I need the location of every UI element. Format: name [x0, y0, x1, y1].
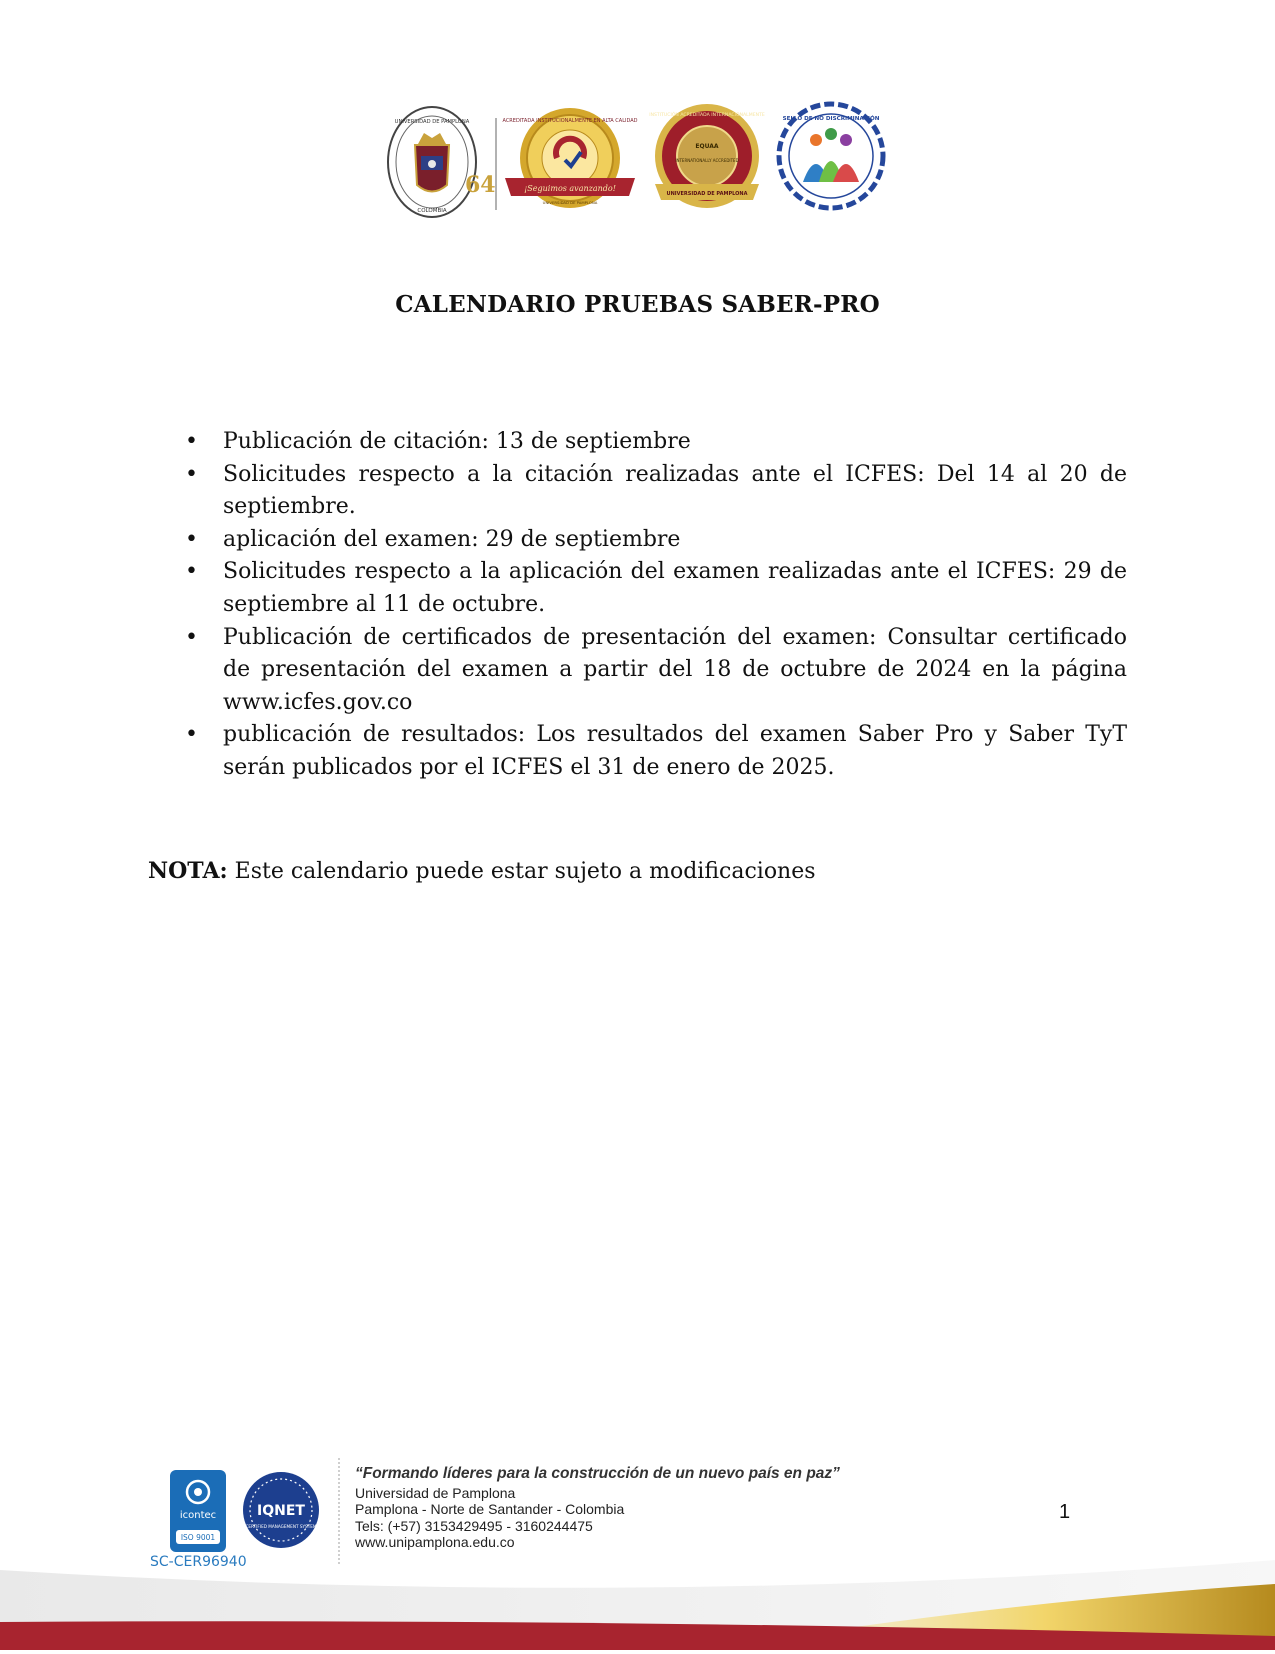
list-item: • Publicación de certificados de presentación del examen: Consultar certificado de presentación del examen a partir del 18 de octubre de 2024 en la página www.icfes.gov.co — [182, 622, 1127, 720]
accreditation-seal-logo — [502, 108, 637, 208]
header-logos — [385, 100, 890, 225]
nodiscrim-ring-text: SELLO DE NO DISCRIMINACIÓN — [782, 116, 880, 122]
footer-phones: Tels: (+57) 3153429495 - 3160244475 — [355, 1517, 593, 1534]
university-seal-logo — [388, 107, 496, 217]
footer-contact — [355, 1466, 840, 1551]
note-text: Este calendario puede estar sujeto a modificaciones — [227, 859, 816, 884]
anniversary-number: 64 — [465, 172, 496, 198]
list-item: • aplicación del examen: 29 de septiembre — [182, 524, 1127, 557]
accreditation-ribbon-text: ¡Seguimos avanzando! — [524, 184, 616, 193]
intl-agency-text: EQUAA — [695, 143, 719, 150]
calendar-list — [182, 426, 1127, 785]
seal-bottom-text: COLOMBIA — [417, 208, 447, 214]
iqnet-sub-label: CERTIFIED MANAGEMENT SYSTEM — [245, 1524, 317, 1529]
list-item: • Solicitudes respecto a la citación realizadas ante el ICFES: Del 14 al 20 de septiembre. — [182, 459, 1127, 524]
international-accreditation-logo — [649, 104, 765, 208]
note-paragraph — [148, 858, 816, 884]
list-item: • publicación de resultados: Los resultados del examen Saber Pro y Saber TyT serán publicados por el ICFES el 31 de enero de 2025. — [182, 719, 1127, 784]
footer-university: Universidad de Pamplona — [355, 1484, 516, 1501]
accreditation-ring-text: ACREDITADA INSTITUCIONALMENTE EN ALTA CALIDAD — [502, 118, 638, 124]
note-label: NOTA: — [148, 858, 228, 884]
page-title: CALENDARIO PRUEBAS SABER-PRO — [395, 291, 880, 318]
iqnet-label: IQNET — [257, 1503, 305, 1519]
page-number: 1 — [1059, 1501, 1071, 1523]
footer-slogan: “Formando líderes para la construcción de un nuevo país en paz” — [355, 1465, 840, 1482]
seal-ring-text: UNIVERSIDAD DE PAMPLONA — [394, 119, 470, 125]
intl-ring-text: INSTITUCIÓN ACREDITADA INTERNACIONALMENTE — [649, 113, 765, 118]
list-item: • Solicitudes respecto a la aplicación del examen realizadas ante el ICFES: 29 de septiembre al 11 de octubre. — [182, 556, 1127, 621]
iso-label: ISO 9001 — [180, 1533, 216, 1542]
certificate-code: SC-CER96940 — [150, 1554, 247, 1570]
footer-website[interactable]: www.unipamplona.edu.co — [355, 1534, 515, 1550]
no-discrimination-seal-logo — [779, 104, 883, 208]
list-item: • Publicación de citación: 13 de septiembre — [182, 426, 1127, 459]
intl-ribbon-text: UNIVERSIDAD DE PAMPLONA — [666, 191, 748, 197]
iqnet-logo — [243, 1472, 319, 1548]
accreditation-small-text: UNIVERSIDAD DE PAMPLONA — [542, 200, 598, 205]
icontec-label: icontec — [179, 1510, 217, 1521]
footer-location: Pamplona - Norte de Santander - Colombia — [355, 1501, 625, 1517]
footer-decorative-band — [0, 1540, 1275, 1650]
intl-center-text: INTERNATIONALLY ACCREDITED — [675, 158, 739, 163]
